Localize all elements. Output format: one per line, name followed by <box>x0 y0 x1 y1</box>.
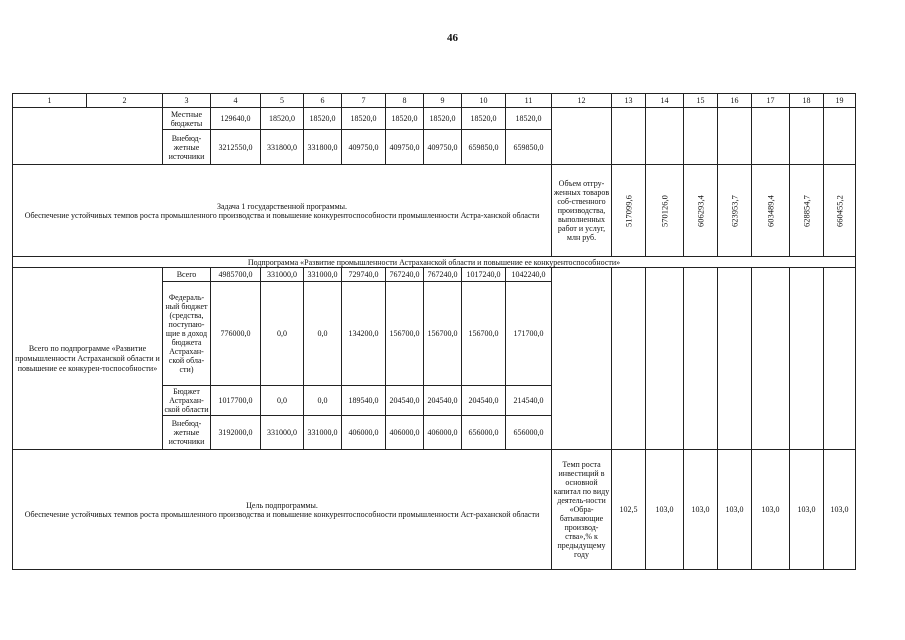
header-row <box>13 94 856 108</box>
empty-cell <box>684 108 718 165</box>
indicator-value <box>646 165 684 257</box>
indicator-value-text: 603489,4 <box>765 194 775 227</box>
col-header: 12 <box>552 94 612 108</box>
amount-cell: 0,0 <box>261 282 304 386</box>
indicator-value: 103,0 <box>752 450 790 570</box>
amount-cell: 0,0 <box>304 386 342 416</box>
empty-cell <box>752 268 790 450</box>
empty-cell <box>752 108 790 165</box>
indicator-value: 103,0 <box>824 450 856 570</box>
amount-cell: 204540,0 <box>424 386 462 416</box>
empty-cell <box>684 268 718 450</box>
amount-cell: 659850,0 <box>462 130 506 165</box>
col-header: 14 <box>646 94 684 108</box>
amount-cell: 1017700,0 <box>211 386 261 416</box>
budget-table <box>12 93 856 570</box>
funding-source: Внебюд-жетные источники <box>163 130 211 165</box>
funding-source: Бюджет Астрахан-ской области <box>164 387 209 414</box>
amount-cell: 409750,0 <box>386 130 424 165</box>
indicator-value-text: 570126,0 <box>659 194 669 227</box>
funding-source: Федераль-ный бюджет (средства, поступаю-щие в доход бюджета Астрахан-ской обла-сти) <box>163 282 211 386</box>
amount-cell: 1017240,0 <box>462 268 506 282</box>
empty-cell <box>718 108 752 165</box>
amount-cell: 4985700,0 <box>211 268 261 282</box>
indicator-value <box>718 165 752 257</box>
empty-cell <box>552 108 612 165</box>
col-header: 9 <box>424 94 462 108</box>
amount-cell: 129640,0 <box>211 108 261 130</box>
amount-cell: 18520,0 <box>342 108 386 130</box>
empty-cell <box>718 268 752 450</box>
amount-cell: 18520,0 <box>424 108 462 130</box>
amount-cell: 656000,0 <box>506 416 552 450</box>
amount-cell: 156700,0 <box>462 282 506 386</box>
indicator-value: 102,5 <box>612 450 646 570</box>
amount-cell: 331800,0 <box>261 130 304 165</box>
amount-cell: 1042240,0 <box>506 268 552 282</box>
amount-cell: 3192000,0 <box>211 416 261 450</box>
indicator-value <box>752 165 790 257</box>
goal-description: Цель подпрограммы. Обеспечение устойчивых темпов роста промышленного производства и повышение конкурентоспособности промышленности Аст-раханской области <box>13 450 552 570</box>
amount-cell: 18520,0 <box>506 108 552 130</box>
amount-cell: 656000,0 <box>462 416 506 450</box>
indicator-value-text: 606293,4 <box>695 194 705 227</box>
amount-cell: 18520,0 <box>261 108 304 130</box>
empty-cell <box>612 108 646 165</box>
col-header: 13 <box>612 94 646 108</box>
task-description: Задача 1 государственной программы. Обеспечение устойчивых темпов роста промышленного производства и повышение конкурентоспособности промышленности Астра-ханской области <box>13 165 552 257</box>
amount-cell: 18520,0 <box>386 108 424 130</box>
col-header: 17 <box>752 94 790 108</box>
col-header: 2 <box>87 94 163 108</box>
subprogram-total-label: Всего по подпрограмме «Развитие промышленности Астраханской области и повышение ее конкурен-тоспособности» <box>13 268 163 450</box>
page-number: 46 <box>447 32 458 44</box>
indicator-value-text: 660455,2 <box>834 194 844 227</box>
indicator-value <box>824 165 856 257</box>
indicator-value <box>790 165 824 257</box>
col-header: 5 <box>261 94 304 108</box>
empty-cell <box>824 108 856 165</box>
col-header: 8 <box>386 94 424 108</box>
amount-cell: 406000,0 <box>386 416 424 450</box>
amount-cell: 204540,0 <box>386 386 424 416</box>
amount-cell: 18520,0 <box>462 108 506 130</box>
amount-cell: 409750,0 <box>424 130 462 165</box>
indicator-value: 103,0 <box>718 450 752 570</box>
amount-cell: 0,0 <box>261 386 304 416</box>
col-header: 18 <box>790 94 824 108</box>
amount-cell: 406000,0 <box>342 416 386 450</box>
funding-source: Местные бюджеты <box>163 108 211 130</box>
amount-cell: 331800,0 <box>304 130 342 165</box>
indicator-value: 103,0 <box>646 450 684 570</box>
indicator-name: Темп роста инвестиций в основной капитал по виду деятель-ности «Обра-батывающие производ-ства»,% к предыдущему году <box>552 450 612 570</box>
col-header: 7 <box>342 94 386 108</box>
indicator-name: Объем отгру-женных товаров соб-ственного производства, выполненных работ и услуг, млн руб. <box>552 165 612 257</box>
col-header: 3 <box>163 94 211 108</box>
col-header: 4 <box>211 94 261 108</box>
col-header: 19 <box>824 94 856 108</box>
indicator-value-text: 623953,7 <box>729 194 739 227</box>
amount-cell: 204540,0 <box>462 386 506 416</box>
subprogram-row <box>13 257 856 268</box>
indicator-value <box>612 165 646 257</box>
amount-cell: 171700,0 <box>506 282 552 386</box>
amount-cell: 189540,0 <box>342 386 386 416</box>
amount-cell: 729740,0 <box>342 268 386 282</box>
amount-cell: 331000,0 <box>261 416 304 450</box>
empty-cell <box>612 268 646 450</box>
amount-cell: 331000,0 <box>304 416 342 450</box>
amount-cell: 659850,0 <box>506 130 552 165</box>
indicator-value <box>684 165 718 257</box>
col-header: 1 <box>13 94 87 108</box>
empty-cell <box>790 108 824 165</box>
empty-cell <box>552 268 612 450</box>
table-row <box>13 268 856 282</box>
amount-cell: 331000,0 <box>304 268 342 282</box>
col-header: 6 <box>304 94 342 108</box>
table-row <box>13 108 856 130</box>
funding-source: Внебюд-жетные источники <box>163 416 211 450</box>
goal-row <box>13 450 856 570</box>
indicator-value-text: 517099,6 <box>623 194 633 227</box>
col-header: 16 <box>718 94 752 108</box>
amount-cell: 331000,0 <box>261 268 304 282</box>
amount-cell: 3212550,0 <box>211 130 261 165</box>
amount-cell: 156700,0 <box>386 282 424 386</box>
indicator-value: 103,0 <box>790 450 824 570</box>
amount-cell: 134200,0 <box>342 282 386 386</box>
empty-cell <box>646 268 684 450</box>
empty-cell <box>824 268 856 450</box>
amount-cell: 18520,0 <box>304 108 342 130</box>
subprogram-title: Подпрограмма «Развитие промышленности Астраханской области и повышение ее конкурентоспособности» <box>13 257 856 268</box>
empty-cell <box>646 108 684 165</box>
amount-cell: 409750,0 <box>342 130 386 165</box>
amount-cell: 776000,0 <box>211 282 261 386</box>
amount-cell: 406000,0 <box>424 416 462 450</box>
amount-cell: 767240,0 <box>386 268 424 282</box>
indicator-value-text: 628854,7 <box>801 194 811 227</box>
empty-cell <box>790 268 824 450</box>
amount-cell: 767240,0 <box>424 268 462 282</box>
col-header: 10 <box>462 94 506 108</box>
funding-source: Всего <box>163 268 211 282</box>
amount-cell: 156700,0 <box>424 282 462 386</box>
empty-cell <box>13 108 163 165</box>
task-row <box>13 165 856 257</box>
amount-cell: 214540,0 <box>506 386 552 416</box>
amount-cell: 0,0 <box>304 282 342 386</box>
col-header: 15 <box>684 94 718 108</box>
indicator-value: 103,0 <box>684 450 718 570</box>
col-header: 11 <box>506 94 552 108</box>
